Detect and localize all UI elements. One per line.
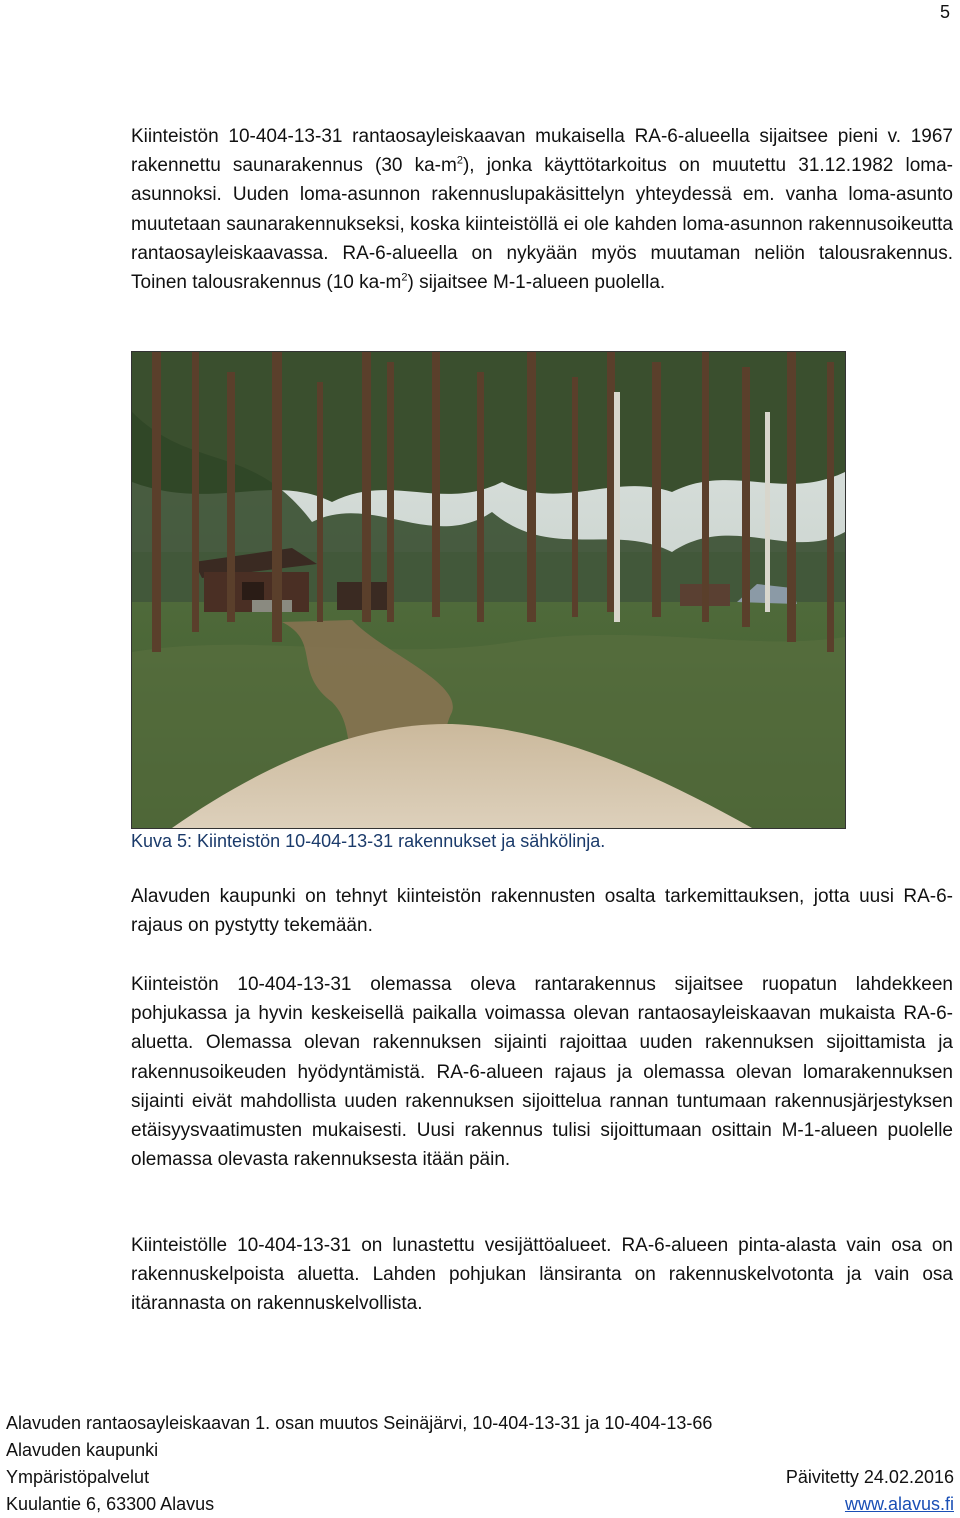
superscript-2: 2 — [456, 154, 463, 167]
forest-cabin-photo — [131, 351, 846, 829]
paragraph-intro — [131, 122, 953, 297]
footer-updated-date: Päivitetty 24.02.2016 — [785, 1467, 954, 1487]
footer-plan-title — [0, 1410, 960, 1437]
footer-address: Kuulantie 6, 63300 Alavus — [6, 1494, 215, 1514]
footer-plan-title-text: Alavuden rantaosayleiskaavan 1. osan muutos Seinäjärvi, 10-404-13-31 ja 10-404-13-66 — [6, 1413, 713, 1433]
page-number: 5 — [939, 2, 950, 22]
footer-organization-text: Alavuden kaupunki — [6, 1440, 159, 1460]
paragraph-water-area: Kiinteistölle 10-404-13-31 on lunastettu vesijättöalueet. RA-6-alueen pinta-alasta vain osa on rakennuskelpoista aluetta. Lahden pohjukan länsiranta on rakennuskelvotonta ja vain osa itärannasta on rakennuskelvollista. — [131, 1235, 953, 1315]
paragraph-intro-text-2: ), jonka käyttötarkoitus on muutettu 31.12.1982 loma-asunnoksi. Uuden loma-asunnon rakennuslupakäsittelyn yhteydessä em. vanha loma-asunto muutetaan saunarakennukseksi, koska kiinteistöllä ei ole kahden loma-asunnon rakennusoikeutta rantaosayleiskaavassa. RA-6-alueella on nykyään myös muutaman neliön talousrakennus. Toinen talousrakennus (10 ka-m — [131, 155, 953, 294]
footer-department: Ympäristöpalvelut — [6, 1467, 150, 1487]
paragraph-intro-text-3: ) sijaitsee M-1-alueen puolella. — [407, 272, 666, 294]
footer-organization — [0, 1437, 960, 1464]
superscript-2: 2 — [401, 271, 408, 284]
footer-department-row — [0, 1464, 960, 1491]
paragraph-measurement: Alavuden kaupunki on tehnyt kiinteistön rakennusten osalta tarkemittauksen, jotta uusi RA-6- rajaus on pystytty tekemään. — [131, 886, 953, 937]
paragraph-intro-text-1: Kiinteistön 10-404-13-31 rantaosayleiskaavan mukaisella RA-6-alueella sijaitsee pieni v. 1967 rakennettu saunarakennus (30 ka-m — [131, 126, 953, 177]
paragraph-existing-building: Kiinteistön 10-404-13-31 olemassa oleva rantarakennus sijaitsee ruopatun lahdekkeen pohjukassa ja hyvin keskeisellä paikalla voimassa olevan rantaosayleiskaavan mukaista RA-6-aluetta. Olemassa olevan rakennuksen sijainti rajoittaa uuden rakennuksen sijoittamista ja rakennusoikeuden hyödyntämistä. RA-6-alueen rajaus ja olemassa olevan lomarakennuksen sijainti eivät mahdollista uuden rakennuksen sijoittelua rannan tuntumaan rakennusjärjestyksen etäisyysvaatimusten mukaisesti. Uusi rakennus tulisi sijoittumaan osittain M-1-alueen puolelle olemassa olevasta rakennuksesta itään päin. — [131, 974, 953, 1171]
footer-address-row — [0, 1491, 960, 1518]
page-footer — [0, 1410, 960, 1518]
figure-caption: Kuva 5: Kiinteistön 10-404-13-31 rakennukset ja sähkölinja. — [131, 831, 606, 851]
footer-website-link[interactable]: www.alavus.fi — [844, 1494, 954, 1514]
